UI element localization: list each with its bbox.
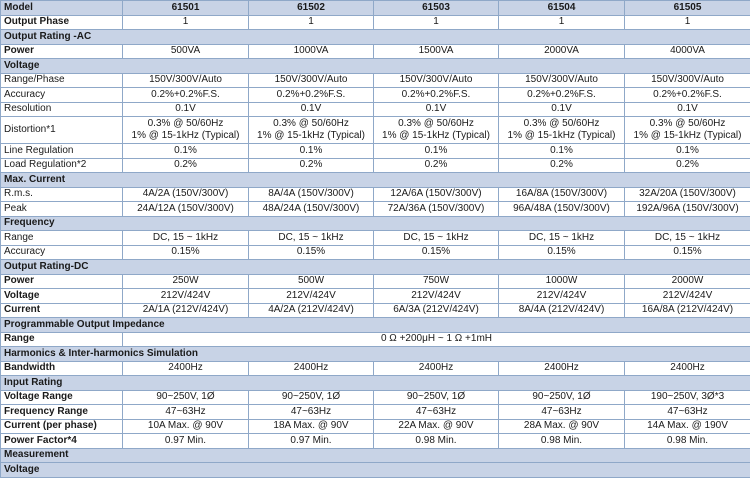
cell-value: 0.2%+0.2%F.S. [249,88,374,103]
spec-row [1,231,750,246]
row-label: Distortion*1 [1,117,123,144]
cell-value: 32A/20A (150V/300V) [625,187,750,202]
cell-value: 2A/1A (212V/424V) [123,303,249,318]
cell-value: 190~250V, 3Ø*3 [625,390,750,405]
cell-line: 1% @ 15-1kHz (Typical) [502,130,621,142]
cell-value: 0.2%+0.2%F.S. [625,88,750,103]
section-title: Max. Current [1,173,750,188]
spec-row [1,303,750,318]
spec-row [1,434,750,449]
cell-value: 6A/3A (212V/424V) [374,303,499,318]
cell-value: DC, 15 ~ 1kHz [249,231,374,246]
spec-row [1,390,750,405]
section-title: Programmable Output Impedance [1,318,750,333]
cell-value: 0.97 Min. [249,434,374,449]
cell-value: 0.15% [625,245,750,260]
spec-row [1,187,750,202]
cell-value: 1 [249,15,374,30]
cell-value: 12A/6A (150V/300V) [374,187,499,202]
cell-value: DC, 15 ~ 1kHz [625,231,750,246]
cell-value: 0.1V [499,102,625,117]
row-label: Voltage [1,289,123,304]
cell-value: 2400Hz [625,361,750,376]
cell-value: 750W [374,274,499,289]
row-label: Power Factor*4 [1,434,123,449]
cell-value: DC, 15 ~ 1kHz [499,231,625,246]
row-label: Peak [1,202,123,217]
cell-value: 4A/2A (150V/300V) [123,187,249,202]
cell-value: 212V/424V [625,289,750,304]
row-label: Voltage Range [1,390,123,405]
cell-line: 0.3% @ 50/60Hz [628,118,747,130]
cell-value: 0.2% [625,158,750,173]
cell-value: 1 [374,15,499,30]
row-label: Power [1,274,123,289]
cell-value: 212V/424V [249,289,374,304]
cell-value: 90~250V, 1Ø [249,390,374,405]
spec-row [1,289,750,304]
cell-value: 0.15% [374,245,499,260]
section-title: Input Rating [1,376,750,391]
row-label: Current [1,303,123,318]
spec-row [1,15,750,30]
cell-value: 28A Max. @ 90V [499,419,625,434]
cell-value: 150V/300V/Auto [499,73,625,88]
model-number: 61505 [625,1,750,16]
section-title: Frequency [1,216,750,231]
row-label: Range [1,231,123,246]
spec-row [1,88,750,103]
cell-value: 2400Hz [123,361,249,376]
cell-value: 2400Hz [374,361,499,376]
row-label: Range [1,332,123,347]
cell-value: 47~63Hz [374,405,499,420]
cell-value: 192A/96A (150V/300V) [625,202,750,217]
cell-value: 0.2% [123,158,249,173]
cell-line: 0.3% @ 50/60Hz [377,118,495,130]
section-header-row [1,30,750,45]
section-header-row [1,376,750,391]
cell-value: 72A/36A (150V/300V) [374,202,499,217]
cell-value: 150V/300V/Auto [625,73,750,88]
cell-value: 0.97 Min. [123,434,249,449]
spec-row [1,419,750,434]
section-title: Harmonics & Inter-harmonics Simulation [1,347,750,362]
cell-value: 16A/8A (150V/300V) [499,187,625,202]
spec-row [1,332,750,347]
row-label: Output Phase [1,15,123,30]
cell-value: 4A/2A (212V/424V) [249,303,374,318]
spec-row [1,144,750,159]
cell-value: 0.1% [249,144,374,159]
section-header-row [1,318,750,333]
row-label: Current (per phase) [1,419,123,434]
cell-value: 0.1V [249,102,374,117]
spec-row [1,405,750,420]
row-label: Power [1,44,123,59]
cell-value: 1000W [499,274,625,289]
cell-value: 212V/424V [123,289,249,304]
cell-value: DC, 15 ~ 1kHz [374,231,499,246]
cell-value: 2400Hz [499,361,625,376]
row-label: Line Regulation [1,144,123,159]
cell-value: 0.1% [123,144,249,159]
cell-value: 2400Hz [249,361,374,376]
cell-value: 90~250V, 1Ø [499,390,625,405]
row-label: R.m.s. [1,187,123,202]
cell-value: 1 [499,15,625,30]
cell-value: 4000VA [625,44,750,59]
cell-value: 150V/300V/Auto [123,73,249,88]
cell-value: 14A Max. @ 190V [625,419,750,434]
cell-value: 1500VA [374,44,499,59]
section-header-row [1,216,750,231]
cell-value: 0.98 Min. [625,434,750,449]
cell-value: 250W [123,274,249,289]
cell-value: 0.15% [123,245,249,260]
cell-line: 1% @ 15-1kHz (Typical) [628,130,747,142]
spec-row [1,245,750,260]
cell-value: 1000VA [249,44,374,59]
cell-line: 0.3% @ 50/60Hz [252,118,370,130]
cell-value: 0.1% [499,144,625,159]
model-number: 61501 [123,1,249,16]
cell-value: 150V/300V/Auto [249,73,374,88]
model-number: 61504 [499,1,625,16]
section-title: Voltage [1,463,750,478]
spec-row [1,117,750,144]
cell-value: 96A/48A (150V/300V) [499,202,625,217]
cell-value: 0.2%+0.2%F.S. [374,88,499,103]
row-label: Resolution [1,102,123,117]
row-label: Range/Phase [1,73,123,88]
cell-value: 2000VA [499,44,625,59]
cell-value: 0.2%+0.2%F.S. [499,88,625,103]
cell-value: 0.1V [625,102,750,117]
cell-value: 8A/4A (150V/300V) [249,187,374,202]
row-label: Frequency Range [1,405,123,420]
row-label: Accuracy [1,88,123,103]
section-header-row [1,260,750,275]
section-header-row [1,59,750,74]
cell-value: 16A/8A (212V/424V) [625,303,750,318]
cell-value: 47~63Hz [499,405,625,420]
cell-line: 1% @ 15-1kHz (Typical) [377,130,495,142]
spec-row [1,44,750,59]
spec-row [1,102,750,117]
cell-value: 500VA [123,44,249,59]
section-header-row [1,463,750,478]
section-title: Output Rating -AC [1,30,750,45]
cell-value: 500W [249,274,374,289]
cell-value: 0.1V [123,102,249,117]
cell-line: 1% @ 15-1kHz (Typical) [252,130,370,142]
cell-value: 24A/12A (150V/300V) [123,202,249,217]
cell-value [123,117,249,144]
section-title: Output Rating-DC [1,260,750,275]
cell-value [249,117,374,144]
cell-value: 0.1% [374,144,499,159]
cell-value: 212V/424V [499,289,625,304]
cell-line: 1% @ 15-1kHz (Typical) [126,130,245,142]
cell-value: 90~250V, 1Ø [374,390,499,405]
cell-value: 0.2% [374,158,499,173]
cell-value: 47~63Hz [625,405,750,420]
spec-table-body [1,1,750,478]
cell-value: 47~63Hz [249,405,374,420]
cell-value: 0.15% [499,245,625,260]
cell-value: 0.98 Min. [374,434,499,449]
section-title: Voltage [1,59,750,74]
cell-value: 0.1% [625,144,750,159]
cell-line: 0.3% @ 50/60Hz [126,118,245,130]
cell-value: 0.98 Min. [499,434,625,449]
cell-value: 1 [123,15,249,30]
cell-value [625,117,750,144]
row-label: Load Regulation*2 [1,158,123,173]
cell-value: 150V/300V/Auto [374,73,499,88]
model-number: 61503 [374,1,499,16]
cell-value: 0.2%+0.2%F.S. [123,88,249,103]
cell-value [499,117,625,144]
cell-value: 212V/424V [374,289,499,304]
cell-value: 0.1V [374,102,499,117]
cell-value: 2000W [625,274,750,289]
spec-row [1,274,750,289]
cell-value: 10A Max. @ 90V [123,419,249,434]
cell-value: 0.2% [499,158,625,173]
row-label: Bandwidth [1,361,123,376]
spec-row [1,202,750,217]
cell-value: 0.15% [249,245,374,260]
row-label: Accuracy [1,245,123,260]
row-value-spanning: 0 Ω +200μH ~ 1 Ω +1mH [123,332,750,347]
cell-value: 22A Max. @ 90V [374,419,499,434]
spec-row [1,73,750,88]
model-number: 61502 [249,1,374,16]
cell-value: 1 [625,15,750,30]
cell-value: DC, 15 ~ 1kHz [123,231,249,246]
section-header-row [1,173,750,188]
cell-value: 18A Max. @ 90V [249,419,374,434]
row-label: Model [1,1,123,16]
cell-value: 47~63Hz [123,405,249,420]
spec-row [1,158,750,173]
section-header-row [1,448,750,463]
spec-row [1,361,750,376]
cell-value [374,117,499,144]
cell-value: 90~250V, 1Ø [123,390,249,405]
section-title: Measurement [1,448,750,463]
cell-value: 48A/24A (150V/300V) [249,202,374,217]
cell-value: 8A/4A (212V/424V) [499,303,625,318]
cell-line: 0.3% @ 50/60Hz [502,118,621,130]
section-header-row [1,347,750,362]
model-header-row [1,1,750,16]
cell-value: 0.2% [249,158,374,173]
